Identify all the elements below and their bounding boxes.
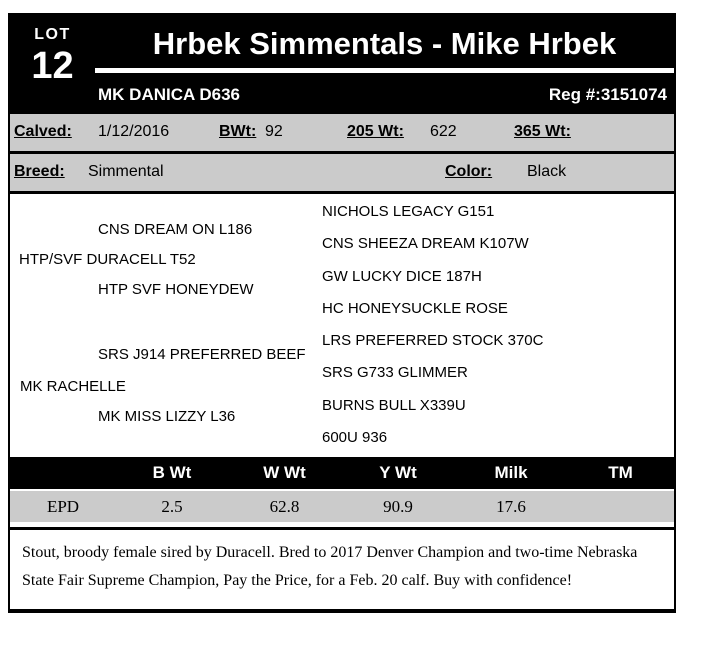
epd-table-header (10, 457, 674, 489)
epd-value-ywt: 90.9 (383, 496, 413, 516)
birth-stats-row (10, 114, 674, 154)
epd-header-wwt: W Wt (263, 463, 306, 482)
lot-block (10, 15, 95, 114)
registration-number: Reg #:3151074 (548, 85, 667, 104)
lot-card (8, 13, 676, 613)
epd-header-bwt: B Wt (152, 463, 192, 482)
pedigree-dam-dam: MK MISS LIZZY L36 (98, 408, 236, 425)
lot-number: 12 (31, 45, 74, 87)
pedigree-sire-dam: HTP SVF HONEYDEW (98, 281, 254, 298)
pedigree-sire-sire: CNS DREAM ON L186 (98, 221, 253, 238)
pedigree-ggp-6: SRS G733 GLIMMER (322, 364, 468, 382)
animal-name-row (95, 73, 674, 114)
pedigree-ggp-7: BURNS BULL X339U (322, 396, 466, 414)
epd-row-label: EPD (46, 496, 80, 516)
calved-label: Calved: (14, 123, 72, 140)
wt205-value: 622 (430, 123, 457, 140)
epd-table-row (10, 489, 674, 522)
pedigree-sire: HTP/SVF DURACELL T52 (19, 251, 196, 268)
breed-value: Simmental (88, 163, 164, 180)
header-right (95, 15, 674, 114)
pedigree-ggp-2: CNS SHEEZA DREAM K107W (322, 235, 529, 253)
lot-label: LOT (34, 26, 71, 43)
animal-name: MK DANICA D636 (98, 85, 241, 104)
pedigree-dam: MK RACHELLE (20, 378, 126, 395)
wt365-label: 365 Wt: (514, 123, 571, 140)
description-text: Stout, broody female sired by Duracell. Bred to 2017 Denver Champion and two-time Nebraska State Fair Supreme Champion, Pay the Price, for a Feb. 20 calf. Buy with confidence! (22, 544, 638, 589)
page-title: Hrbek Simmentals - Mike Hrbek (152, 26, 617, 61)
color-label: Color: (445, 163, 493, 180)
pedigree-section (10, 194, 674, 457)
breed-color-row (10, 154, 674, 194)
epd-header-milk: Milk (494, 463, 528, 482)
pedigree-ggp-1: NICHOLS LEGACY G151 (322, 203, 495, 220)
pedigree-ggp-8: 600U 936 (322, 428, 388, 446)
description-box (10, 527, 674, 609)
epd-value-bwt: 2.5 (161, 496, 183, 516)
pedigree-ggp-5: LRS PREFERRED STOCK 370C (322, 332, 544, 350)
bwt-label: BWt: (219, 123, 257, 140)
pedigree-ggp-3: GW LUCKY DICE 187H (322, 267, 482, 285)
epd-value-wwt: 62.8 (269, 496, 300, 516)
epd-value-milk: 17.6 (496, 496, 526, 516)
epd-header-tm: TM (608, 463, 633, 482)
breed-label: Breed: (14, 163, 65, 180)
pedigree-dam-sire: SRS J914 PREFERRED BEEF (98, 346, 306, 363)
wt205-label: 205 Wt: (347, 123, 404, 140)
pedigree-generation-3 (322, 202, 543, 448)
bwt-value: 92 (265, 123, 283, 140)
color-value: Black (527, 163, 567, 180)
card-header (10, 15, 674, 114)
epd-header-ywt: Y Wt (379, 463, 417, 482)
pedigree-ggp-4: HC HONEYSUCKLE ROSE (322, 299, 508, 317)
calved-value: 1/12/2016 (98, 123, 170, 140)
